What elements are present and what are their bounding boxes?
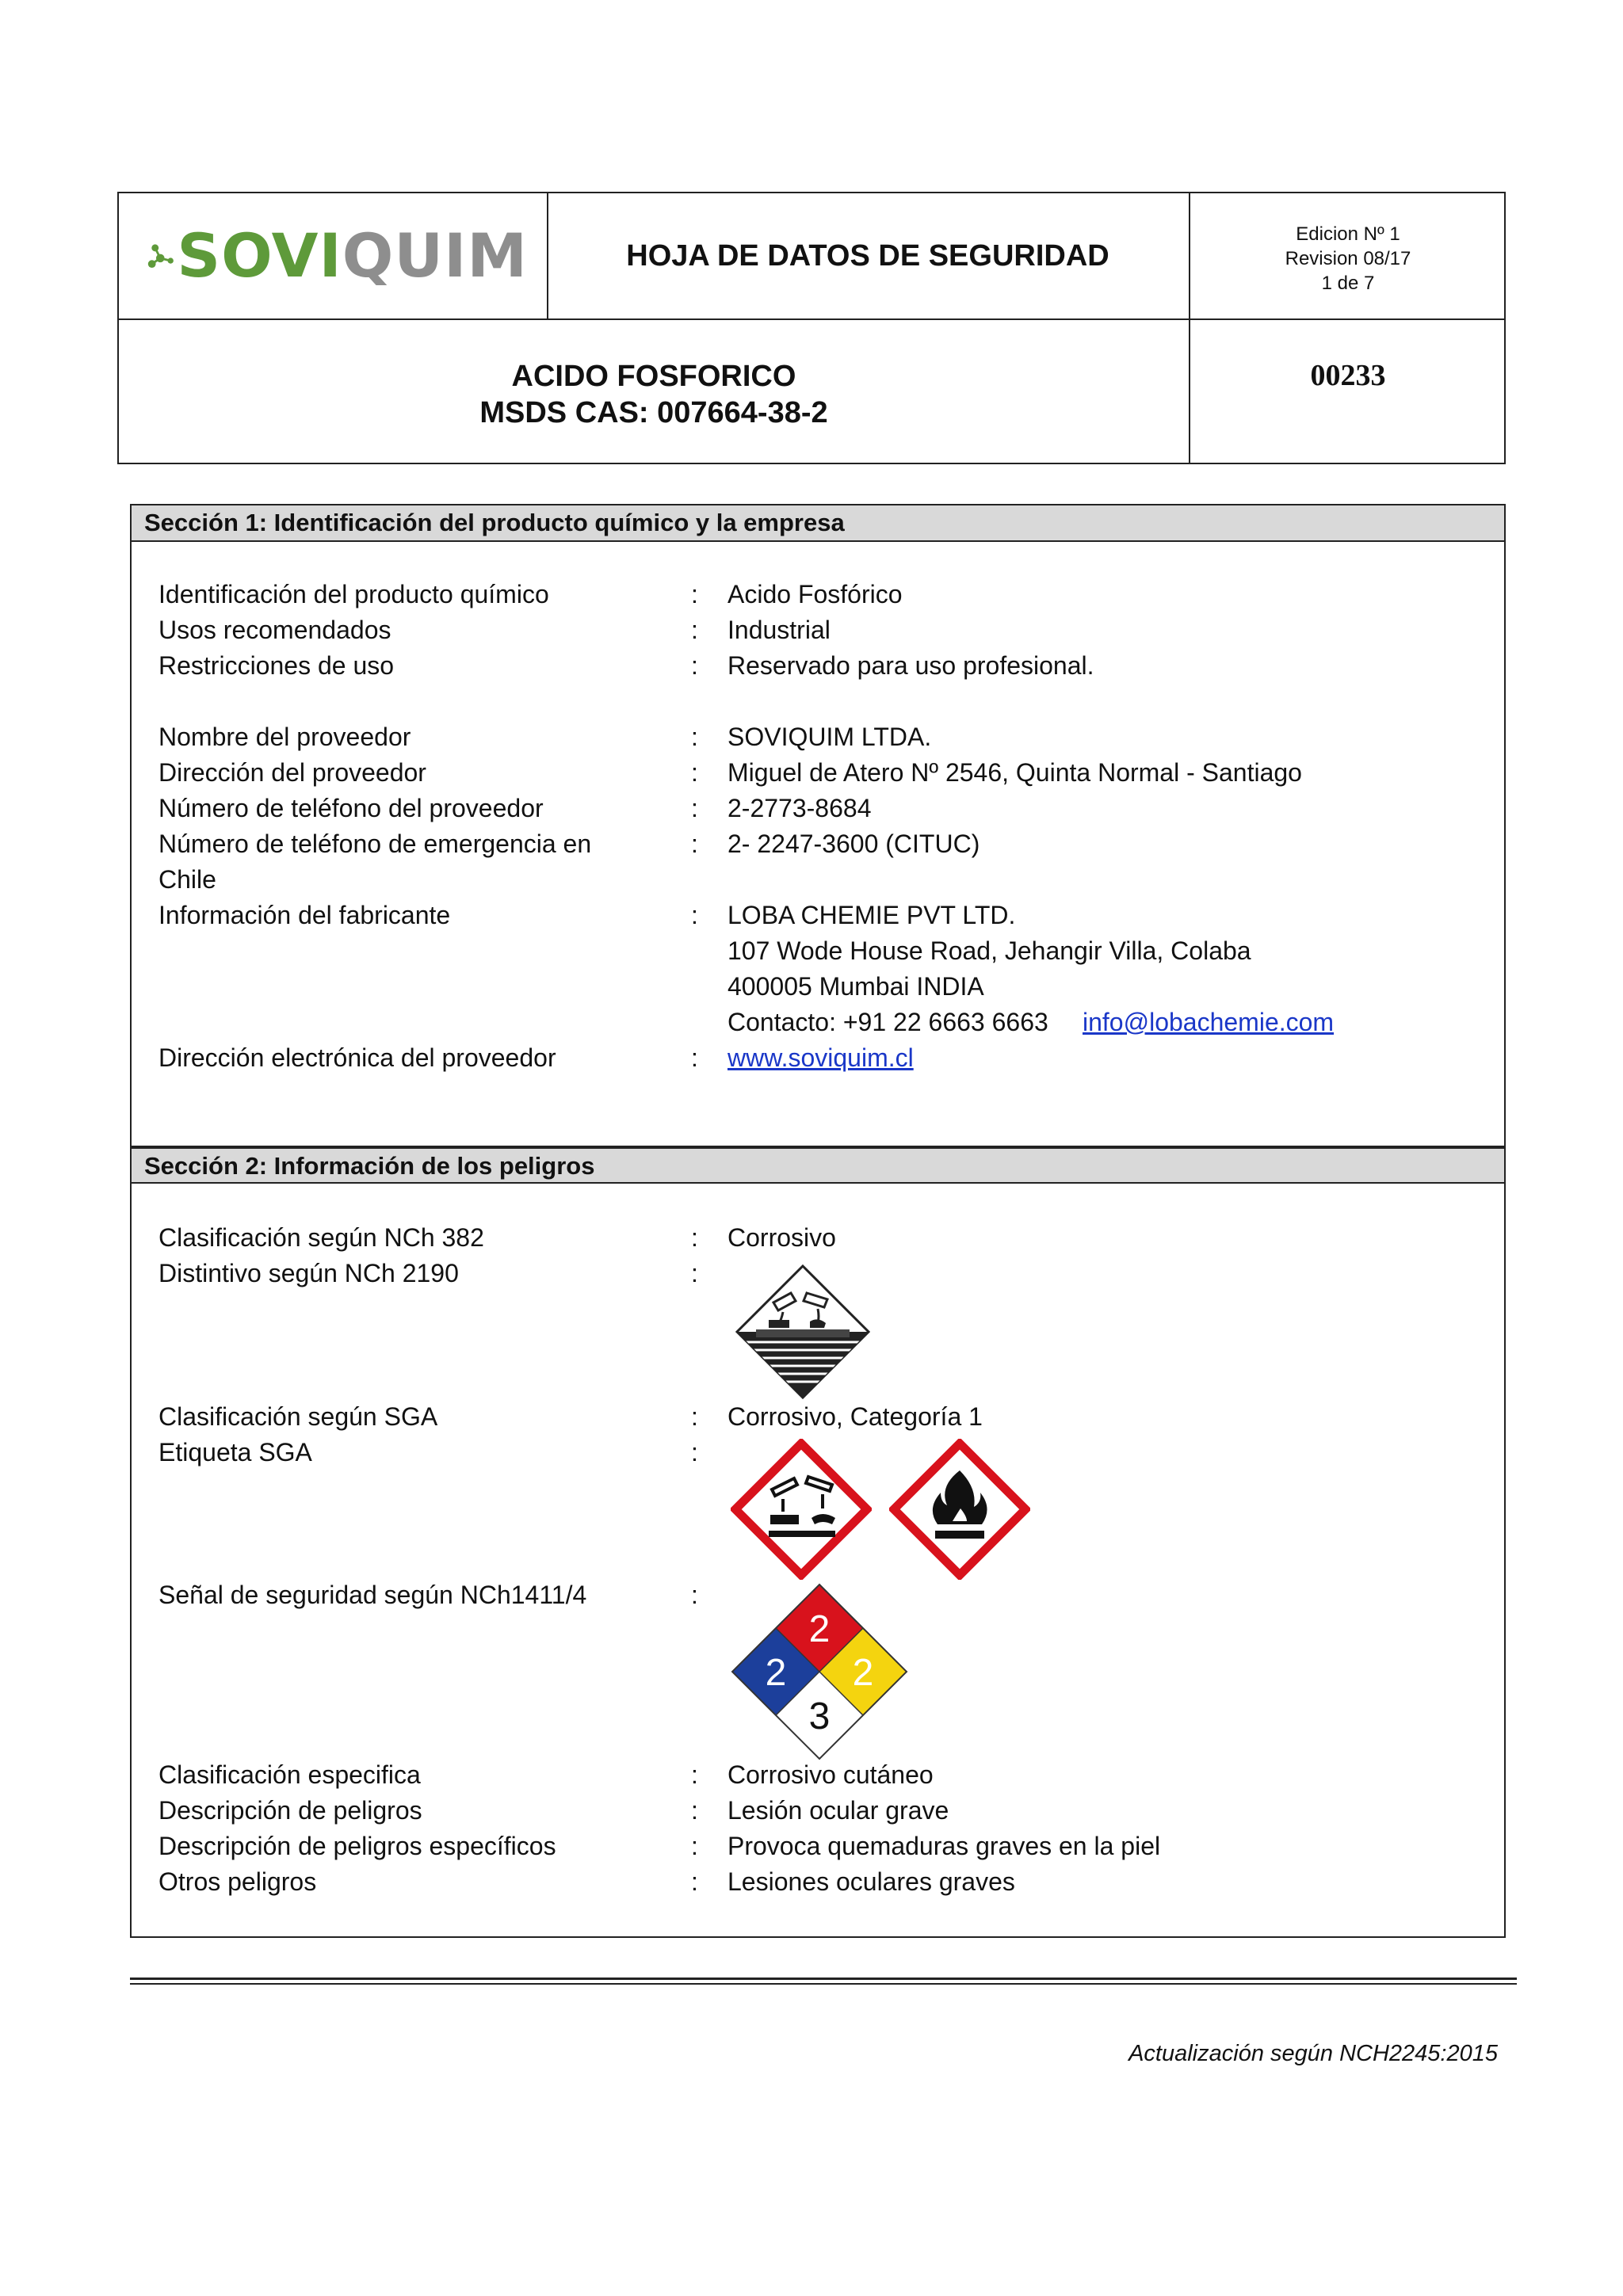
msds-cas: MSDS CAS: 007664-38-2: [479, 396, 828, 429]
nfpa-flammability: 2: [808, 1608, 831, 1650]
field-colon: :: [691, 651, 698, 680]
field-colon: :: [691, 1760, 698, 1789]
field-label: Dirección electrónica del proveedor: [158, 1043, 556, 1072]
molecule-icon: [147, 220, 177, 292]
footer-rule: [130, 1978, 1517, 1980]
field-value: Acido Fosfórico: [727, 580, 903, 608]
field-label: Nombre del proveedor: [158, 723, 411, 751]
field-colon: :: [691, 901, 698, 929]
field-colon: :: [691, 794, 698, 822]
website-link[interactable]: www.soviquim.cl: [727, 1043, 914, 1072]
manufacturer-contact: Contacto: +91 22 6663 6663: [727, 1008, 1048, 1036]
field-label: Etiqueta SGA: [158, 1438, 312, 1466]
nch2190-corrosive-label-icon: [734, 1263, 872, 1401]
field-value: Corrosivo: [727, 1223, 836, 1252]
ghs-flame-icon: [889, 1439, 1030, 1580]
field-colon: :: [691, 1043, 698, 1072]
manufacturer-email-link[interactable]: info@lobachemie.com: [1083, 1008, 1335, 1036]
field-colon: :: [691, 1402, 698, 1431]
footer-rule: [130, 1983, 1517, 1985]
field-colon: :: [691, 758, 698, 787]
edition-info: [1190, 222, 1506, 296]
nfpa-health: 2: [765, 1652, 787, 1694]
field-label-continued: Chile: [158, 865, 216, 894]
field-label: Identificación del producto químico: [158, 580, 549, 608]
field-label: Dirección del proveedor: [158, 758, 426, 787]
section-2-title: Sección 2: Información de los peligros: [132, 1147, 1504, 1184]
field-label: Otros peligros: [158, 1867, 317, 1896]
field-colon: :: [691, 1223, 698, 1252]
logo-wordmark: SOVIQUIM: [177, 220, 528, 291]
section-1-title: Sección 1: Identificación del producto químico y la empresa: [132, 505, 1504, 542]
footer-note: Actualización según NCH2245:2015: [1128, 2041, 1498, 2066]
document-header: [117, 192, 1506, 464]
field-value: Lesiones oculares graves: [727, 1867, 1015, 1896]
field-label: Señal de seguridad según NCh1411/4: [158, 1581, 587, 1609]
manufacturer-address-line2: 400005 Mumbai INDIA: [727, 972, 984, 1001]
field-label: Usos recomendados: [158, 616, 391, 644]
product-title: [119, 358, 1189, 431]
field-colon: :: [691, 1581, 698, 1609]
field-colon: :: [691, 1438, 698, 1466]
field-colon: :: [691, 830, 698, 858]
field-value: SOVIQUIM LTDA.: [727, 723, 932, 751]
field-label: Número de teléfono del proveedor: [158, 794, 544, 822]
field-value: Corrosivo, Categoría 1: [727, 1402, 983, 1431]
field-label: Clasificación según NCh 382: [158, 1223, 484, 1252]
field-colon: :: [691, 580, 698, 608]
soviquim-logo: [147, 206, 528, 306]
page-number: 1 de 7: [1321, 273, 1375, 294]
field-value: Lesión ocular grave: [727, 1796, 949, 1825]
field-colon: :: [691, 1259, 698, 1287]
field-value: Corrosivo cutáneo: [727, 1760, 934, 1789]
field-label: Distintivo según NCh 2190: [158, 1259, 459, 1287]
nfpa-reactivity: 2: [852, 1652, 874, 1694]
document-title: HOJA DE DATOS DE SEGURIDAD: [626, 238, 1109, 273]
field-value: LOBA CHEMIE PVT LTD.: [727, 901, 1016, 929]
nfpa-special: 3: [808, 1695, 831, 1737]
nfpa-diamond-icon: [729, 1581, 910, 1762]
product-name: ACIDO FOSFORICO: [511, 360, 796, 393]
field-value: Miguel de Atero Nº 2546, Quinta Normal - Santiago: [727, 758, 1302, 787]
field-value: Industrial: [727, 616, 831, 644]
field-label: Clasificación según SGA: [158, 1402, 438, 1431]
field-label: Clasificación especifica: [158, 1760, 421, 1789]
field-label: Información del fabricante: [158, 901, 451, 929]
field-colon: :: [691, 723, 698, 751]
field-value: 2- 2247-3600 (CITUC): [727, 830, 980, 858]
field-value: Reservado para uso profesional.: [727, 651, 1094, 680]
field-label: Descripción de peligros específicos: [158, 1832, 556, 1860]
ghs-corrosion-icon: [731, 1439, 872, 1580]
field-label: Restricciones de uso: [158, 651, 395, 680]
field-label: Descripción de peligros: [158, 1796, 422, 1825]
field-colon: :: [691, 1832, 698, 1860]
field-colon: :: [691, 1796, 698, 1825]
edition-number: Edicion Nº 1: [1296, 223, 1400, 245]
document-code: 00233: [1310, 359, 1386, 392]
field-value: 2-2773-8684: [727, 794, 872, 822]
manufacturer-address-line1: 107 Wode House Road, Jehangir Villa, Colaba: [727, 936, 1251, 965]
revision-date: Revision 08/17: [1285, 248, 1411, 269]
field-colon: :: [691, 1867, 698, 1896]
field-label: Número de teléfono de emergencia en: [158, 830, 592, 858]
field-colon: :: [691, 616, 698, 644]
field-value: Provoca quemaduras graves en la piel: [727, 1832, 1161, 1860]
header-divider: [119, 318, 1504, 320]
